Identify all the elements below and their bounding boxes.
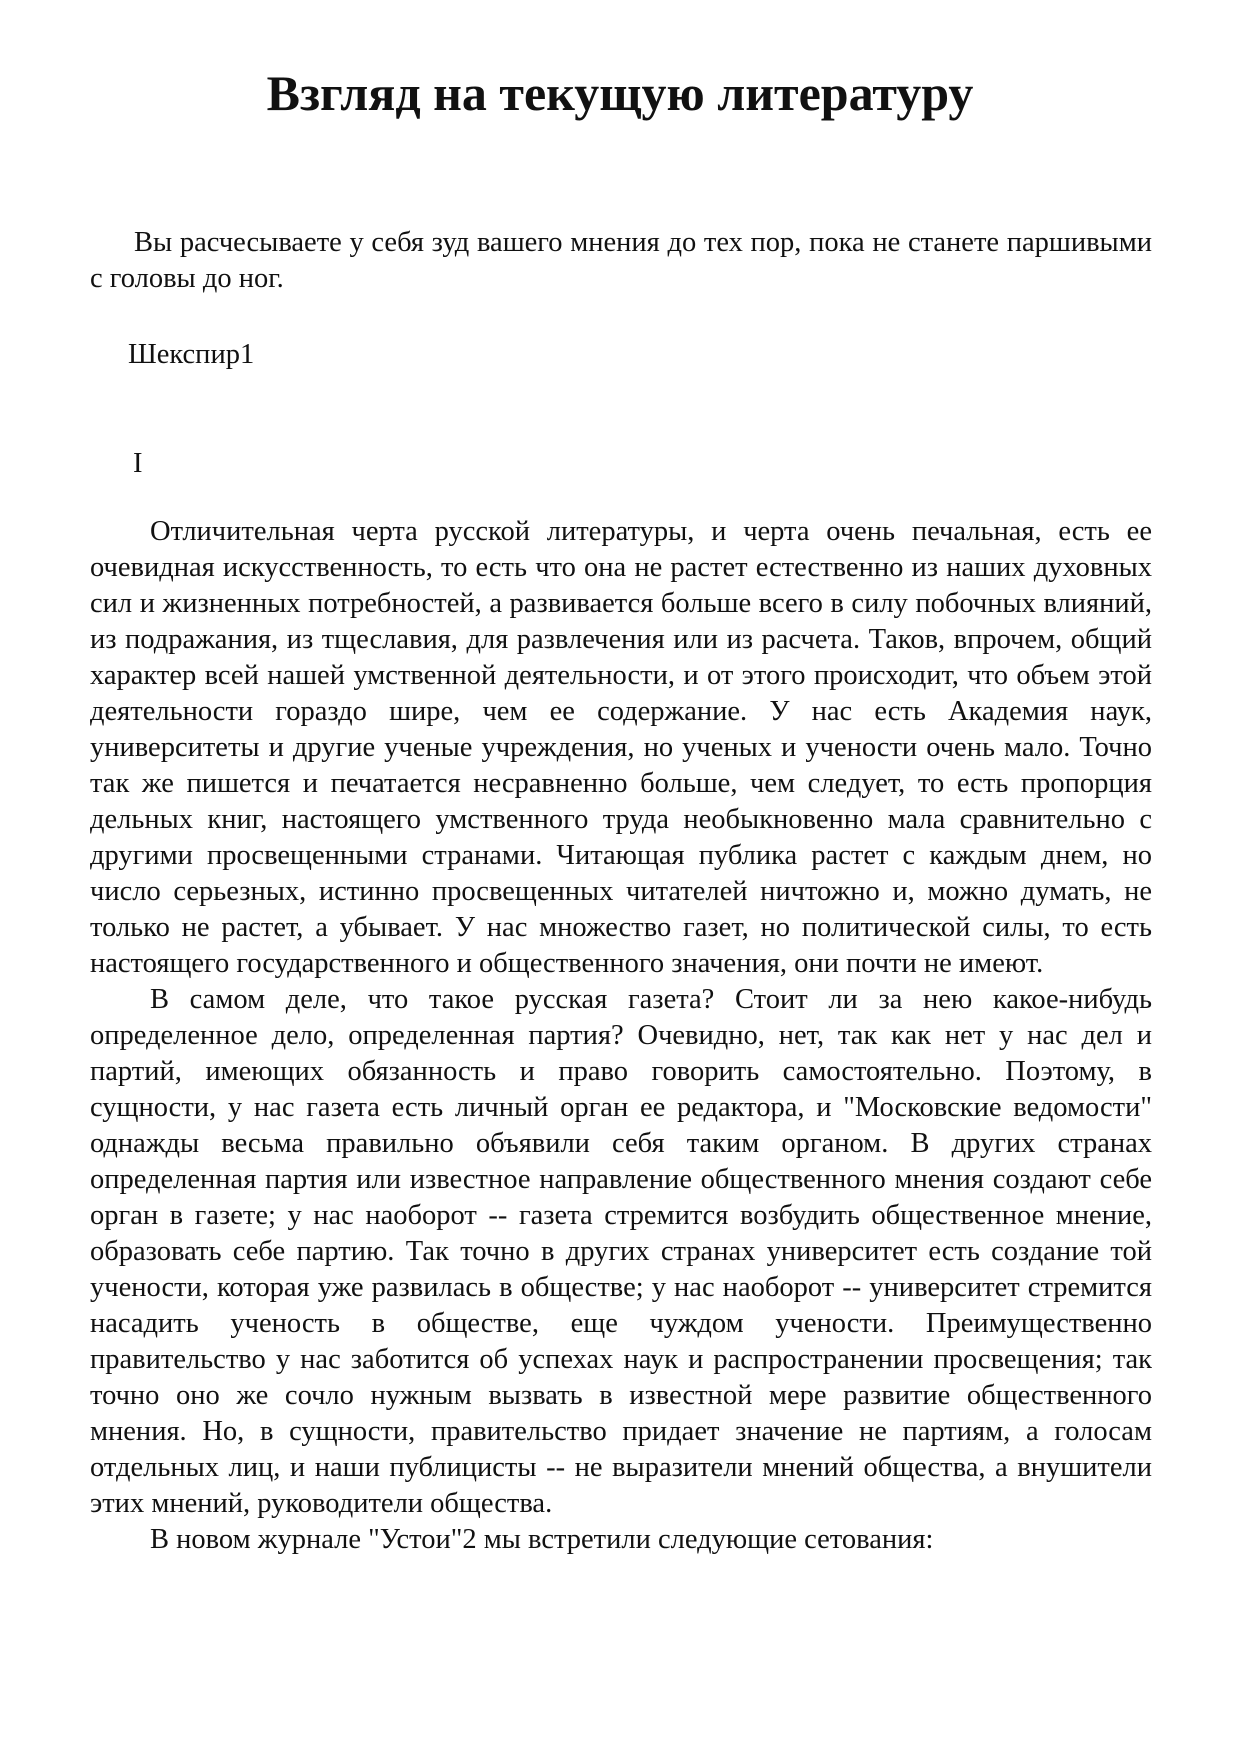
body-text — [90, 514, 1152, 1558]
paragraph: В самом деле, что такое русская газета? Стоит ли за нею какое-нибудь определенное дело, определенная партия? Очевидно, нет, так как нет у нас дел и партий, имеющих обязанность и право говорить самостоятельно. Поэтому, в сущности, у нас газета есть личный орган ее редактора, и "Московские ведомости" однажды весьма правильно объявили себя таким органом. В других странах определенная партия или известное направление общественного мнения создают себе орган в газете; у нас наоборот -- газета стремится возбудить общественное мнение, образовать себе партию. Так точно в других странах университет есть создание той учености, которая уже развилась в обществе; у нас наоборот -- университет стремится насадить ученость в обществе, еще чуждом учености. Преимущественно правительство у нас заботится об успехах наук и распространении просвещения; так точно оно же сочло нужным вызвать в известной мере развитие общественного мнения. Но, в сущности, правительство придает значение не партиям, а голосам отдельных лиц, и наши публицисты -- не выразители мнений общества, а внушители этих мнений, руководители общества. — [90, 984, 1152, 1519]
section-number: I — [133, 448, 143, 479]
paragraph: В новом журнале "Устои"2 мы встретили следующие сетования: — [150, 1524, 934, 1555]
document-title: Взгляд на текущую литературу — [266, 65, 974, 121]
epigraph-text: Вы расчесываете у себя зуд вашего мнения до тех пор, пока не станете паршивыми с головы до ног. — [90, 227, 1152, 294]
paragraph: Отличительная черта русской литературы, и черта очень печальная, есть ее очевидная искусственность, то есть что она не растет естественно из наших духовных сил и жизненных потребностей, а развивается больше всего в силу побочных влияний, из подражания, из тщеславия, для развлечения или из расчета. Таков, впрочем, общий характер всей нашей умственной деятельности, и от этого происходит, что объем этой деятельности гораздо шире, чем ее содержание. У нас есть Академия наук, университеты и другие ученые учреждения, но ученых и учености очень мало. Точно так же пишется и печатается несравненно больше, чем следует, то есть пропорция дельных книг, настоящего умственного труда необыкновенно мала сравнительно с другими просвещенными странами. Читающая публика растет с каждым днем, но число серьезных, истинно просвещенных читателей ничтожно и, можно думать, не только не растет, а убывает. У нас множество газет, но политической силы, то есть настоящего государственного и общественного значения, они почти не имеют. — [90, 516, 1152, 979]
epigraph-author: Шекспир1 — [128, 339, 255, 370]
